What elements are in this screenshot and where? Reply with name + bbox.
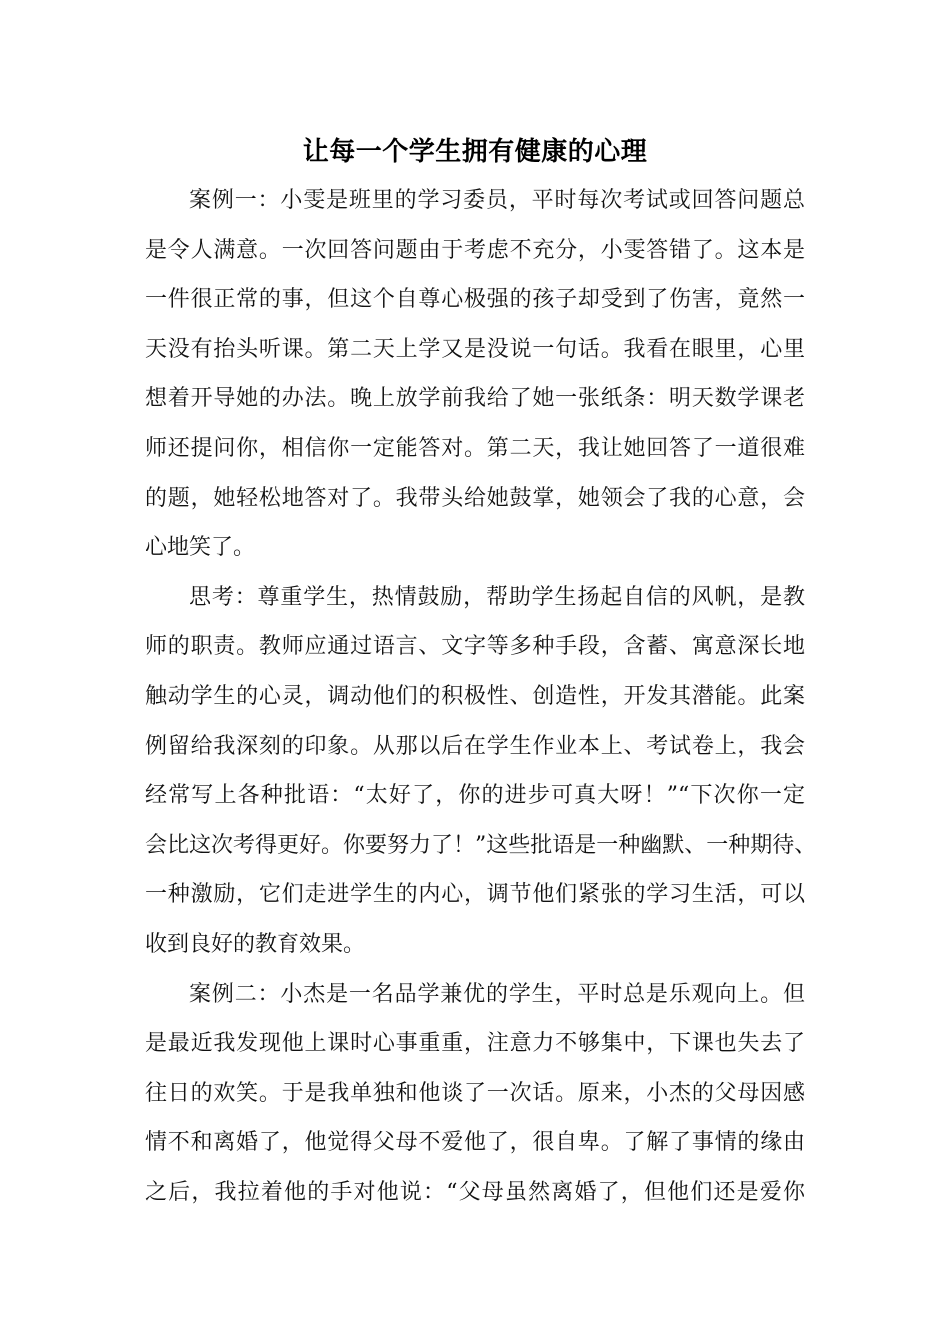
- paragraph-line: 一种激励，它们走进学生的内心，调节他们紧张的学习生活，可以: [145, 882, 805, 908]
- paragraph-line: 天没有抬头听课。第二天上学又是没说一句话。我看在眼里，心里: [145, 336, 805, 362]
- paragraph-line: 案例一：小雯是班里的学习委员，平时每次考试或回答问题总: [189, 188, 805, 213]
- paragraph-line: 是令人满意。一次回答问题由于考虑不充分，小雯答错了。这本是: [145, 237, 805, 263]
- paragraph-line: 情不和离婚了，他觉得父母不爱他了，很自卑。了解了事情的缘由: [145, 1130, 805, 1156]
- paragraph-line: 思考：尊重学生，热情鼓励，帮助学生扬起自信的风帆，是教: [189, 584, 805, 610]
- paragraph-line: 师还提问你，相信你一定能答对。第二天，我让她回答了一道很难: [145, 435, 805, 461]
- paragraph-line: 收到良好的教育效果。: [145, 931, 366, 957]
- paragraph-line: 心地笑了。: [145, 535, 256, 561]
- paragraph-line: 一件很正常的事，但这个自尊心极强的孩子却受到了伤害，竟然一: [145, 287, 805, 313]
- paragraph-line: 例留给我深刻的印象。从那以后在学生作业本上、考试卷上，我会: [145, 733, 805, 759]
- paragraph-line: 会比这次考得更好。你要努力了！”这些批语是一种幽默、一种期待、: [145, 832, 817, 858]
- paragraph-line: 想着开导她的办法。晚上放学前我给了她一张纸条：明天数学课老: [145, 386, 805, 412]
- paragraph-line: 之后，我拉着他的手对他说：“父母虽然离婚了，但他们还是爱你: [145, 1179, 805, 1205]
- document-title: 让每一个学生拥有健康的心理: [302, 137, 648, 167]
- document-body: [145, 176, 817, 1217]
- paragraph-line: 是最近我发现他上课时心事重重，注意力不够集中，下课也失去了: [145, 1031, 805, 1057]
- paragraph-line: 往日的欢笑。于是我单独和他谈了一次话。原来，小杰的父母因感: [145, 1080, 805, 1106]
- paragraph-line: 经常写上各种批语：“太好了，你的进步可真大呀！”“下次你一定: [145, 783, 805, 809]
- paragraph-line: 的题，她轻松地答对了。我带头给她鼓掌，她领会了我的心意，会: [145, 485, 805, 511]
- paragraph-line: 案例二：小杰是一名品学兼优的学生，平时总是乐观向上。但: [189, 981, 805, 1007]
- paragraph-line: 触动学生的心灵，调动他们的积极性、创造性，开发其潜能。此案: [145, 683, 805, 709]
- paragraph-line: 师的职责。教师应通过语言、文字等多种手段，含蓄、寓意深长地: [145, 634, 805, 660]
